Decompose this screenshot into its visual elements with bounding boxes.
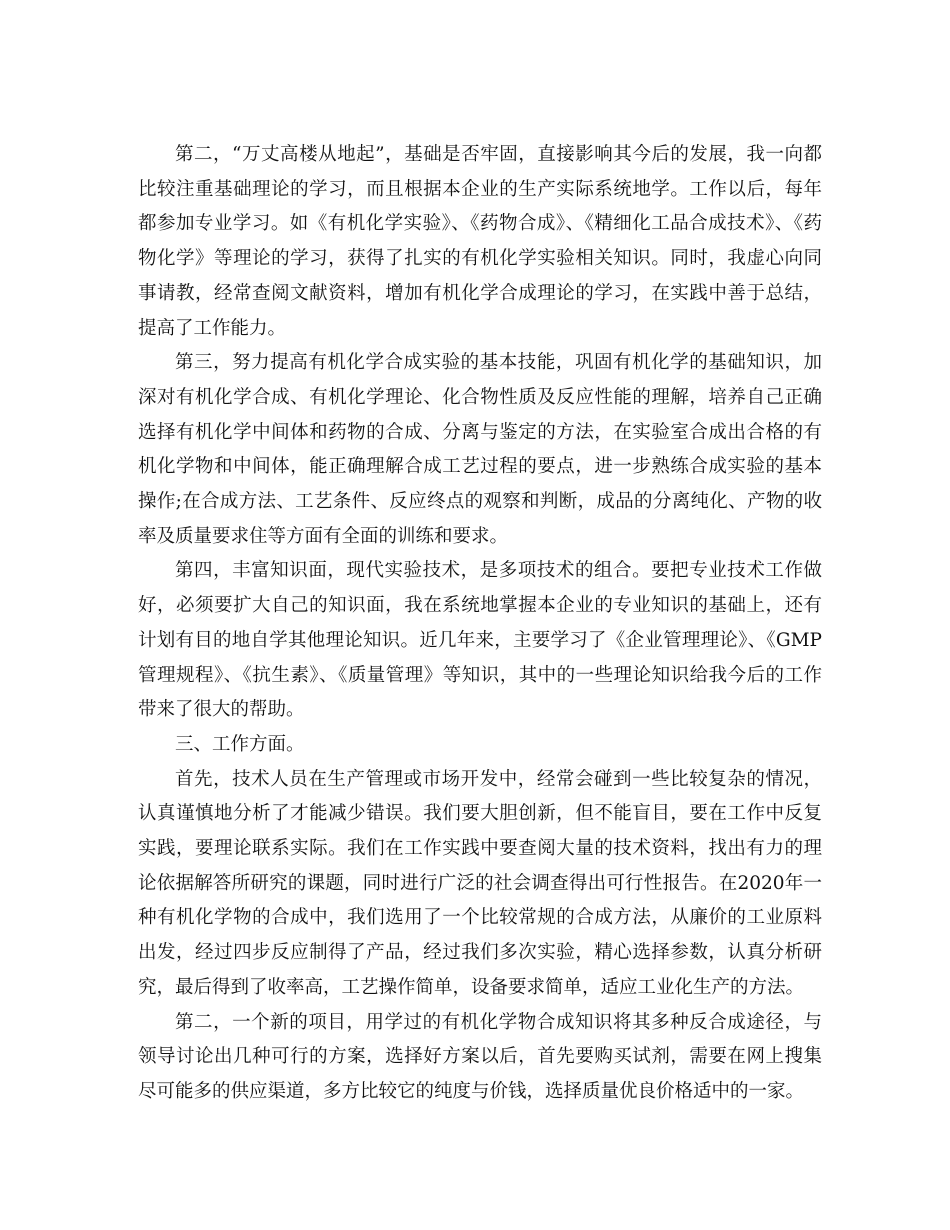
section-heading-work: 三、工作方面。 [175,733,305,755]
document-page [138,138,822,1110]
paragraph-synthesis-skills: 第三，努力提高有机化学合成实验的基本技能，巩固有机化学的基础知识，加深对有机化学合成、有机化学理论、化合物性质及反应性能的理解，培养自己正确选择有机化学中间体和药物的合成、分离与鉴定的方法，在实验室合成出合格的有机化学物和中间体，能正确理解合成工艺过程的要点，进一步熟练合成实验的基本操作;在合成方法、工艺条件、反应终点的观察和判断，成品的分离纯化、产物的收率及质量要求住等方面有全面的训练和要求。 [138,352,822,547]
paragraph-work-second: 第二，一个新的项目，用学过的有机化学物合成知识将其多种反合成途径，与领导讨论出几种可行的方案，选择好方案以后，首先要购买试剂，需要在网上搜集尽可能多的供应渠道，多方比较它的纯度与价钱，选择质量优良价格适中的一家。 [138,1011,822,1102]
paragraph-foundation-study: 第二，“万丈高楼从地起”，基础是否牢固，直接影响其今后的发展，我一向都比较注重基础理论的学习，而且根据本企业的生产实际系统地学。工作以后，每年都参加专业学习。如《有机化学实验》、《药物合成》、《精细化工品合成技术》、《药物化学》等理论的学习，获得了扎实的有机化学实验相关知识。同时，我虚心向同事请教，经常查阅文献资料，增加有机化学合成理论的学习，在实践中善于总结，提高了工作能力。 [138,144,822,339]
paragraph-knowledge-breadth: 第四，丰富知识面，现代实验技术，是多项技术的组合。要把专业技术工作做好，必须要扩大自己的知识面，我在系统地掌握本企业的专业知识的基础上，还有计划有目的地自学其他理论知识。近几年来，主要学习了《企业管理理论》、《GMP管理规程》、《抗生素》、《质量管理》等知识，其中的一些理论知识给我今后的工作带来了很大的帮助。 [138,560,822,721]
paragraph-work-first: 首先，技术人员在生产管理或市场开发中，经常会碰到一些比较复杂的情况，认真谨慎地分析了才能减少错误。我们要大胆创新，但不能盲目，要在工作中反复实践，要理论联系实际。我们在工作实践中要查阅大量的技术资料，找出有力的理论依据解答所研究的课题，同时进行广泛的社会调查得出可行性报告。在2020年一种有机化学物的合成中，我们选用了一个比较常规的合成方法，从廉价的工业原料出发，经过四步反应制得了产品，经过我们多次实验，精心选择参数，认真分析研究，最后得到了收率高，工艺操作简单，设备要求简单，适应工业化生产的方法。 [138,768,822,998]
